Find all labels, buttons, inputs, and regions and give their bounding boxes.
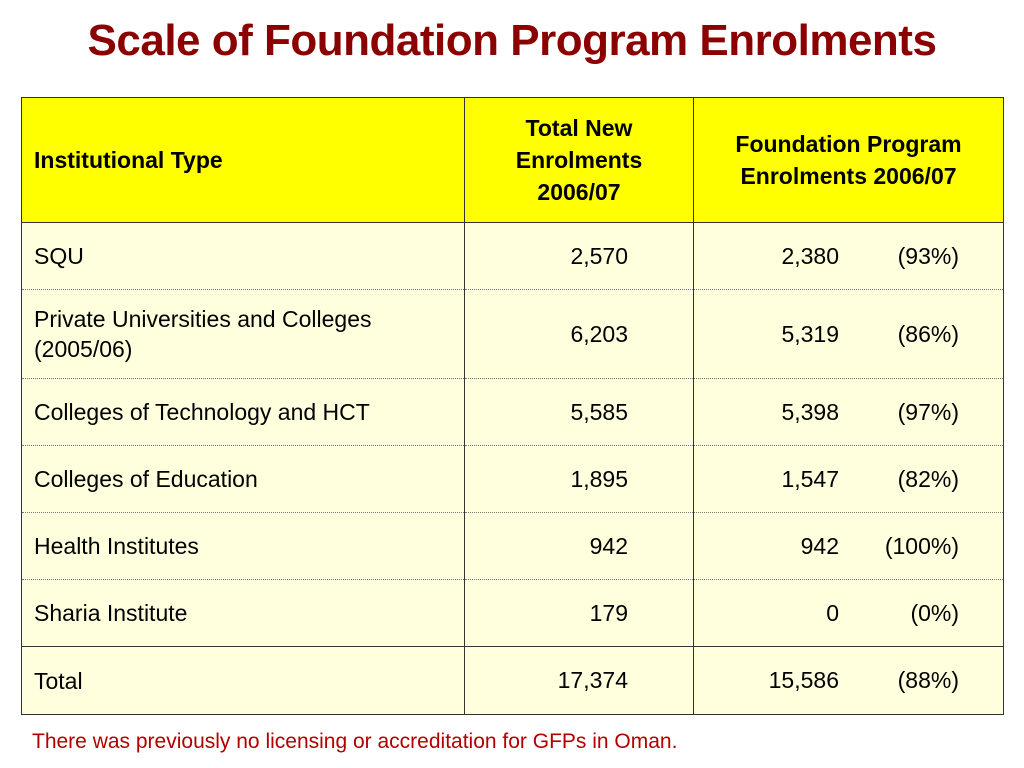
foundation-count: 15,586 xyxy=(768,667,839,693)
cell-foundation-enrolments xyxy=(694,580,1004,647)
foundation-percent: (93%) xyxy=(897,242,959,269)
cell-institutional-type: Colleges of Education xyxy=(22,446,465,513)
header-foundation-program-enrolments: Foundation Program Enrolments 2006/07 xyxy=(694,98,1004,223)
foundation-count: 5,398 xyxy=(781,398,839,425)
header-institutional-type: Institutional Type xyxy=(22,98,465,223)
foundation-count: 942 xyxy=(800,532,839,559)
cell-foundation-enrolments xyxy=(694,223,1004,290)
foundation-percent: (88%) xyxy=(897,667,959,693)
table-header-row xyxy=(22,98,1004,223)
cell-institutional-type: Health Institutes xyxy=(22,513,465,580)
foundation-count: 0 xyxy=(826,599,839,626)
cell-institutional-type: Colleges of Technology and HCT xyxy=(22,379,465,446)
foundation-percent: (97%) xyxy=(897,398,959,425)
table-row xyxy=(22,290,1004,379)
cell-total-enrolments-sum: 17,374 xyxy=(465,647,694,715)
table-row xyxy=(22,513,1004,580)
cell-foundation-enrolments xyxy=(694,513,1004,580)
table-row xyxy=(22,580,1004,647)
foundation-percent: (82%) xyxy=(897,465,959,492)
cell-institutional-type: Private Universities and Colleges (2005/06) xyxy=(22,290,465,379)
cell-institutional-type: Sharia Institute xyxy=(22,580,465,647)
cell-total-label: Total xyxy=(22,647,465,715)
cell-total-enrolments: 2,570 xyxy=(465,223,694,290)
foundation-percent: (86%) xyxy=(897,320,959,347)
cell-total-enrolments: 6,203 xyxy=(465,290,694,379)
foundation-percent: (100%) xyxy=(884,532,959,559)
cell-foundation-enrolments xyxy=(694,379,1004,446)
cell-total-enrolments: 1,895 xyxy=(465,446,694,513)
table-row xyxy=(22,446,1004,513)
table-row xyxy=(22,379,1004,446)
cell-foundation-enrolments-sum xyxy=(694,647,1004,715)
foundation-count: 2,380 xyxy=(781,242,839,269)
cell-total-enrolments: 179 xyxy=(465,580,694,647)
header-total-new-enrolments: Total New Enrolments 2006/07 xyxy=(465,98,694,223)
foundation-count: 5,319 xyxy=(781,320,839,347)
foundation-percent: (0%) xyxy=(910,599,959,626)
cell-total-enrolments: 5,585 xyxy=(465,379,694,446)
foundation-count: 1,547 xyxy=(781,465,839,492)
cell-total-enrolments: 942 xyxy=(465,513,694,580)
table-row xyxy=(22,223,1004,290)
slide-title: Scale of Foundation Program Enrolments xyxy=(87,16,937,65)
cell-foundation-enrolments xyxy=(694,290,1004,379)
table-total-row xyxy=(22,647,1004,715)
cell-foundation-enrolments xyxy=(694,446,1004,513)
cell-institutional-type: SQU xyxy=(22,223,465,290)
enrolments-table xyxy=(21,97,1004,715)
footnote: There was previously no licensing or accreditation for GFPs in Oman. xyxy=(32,730,678,753)
